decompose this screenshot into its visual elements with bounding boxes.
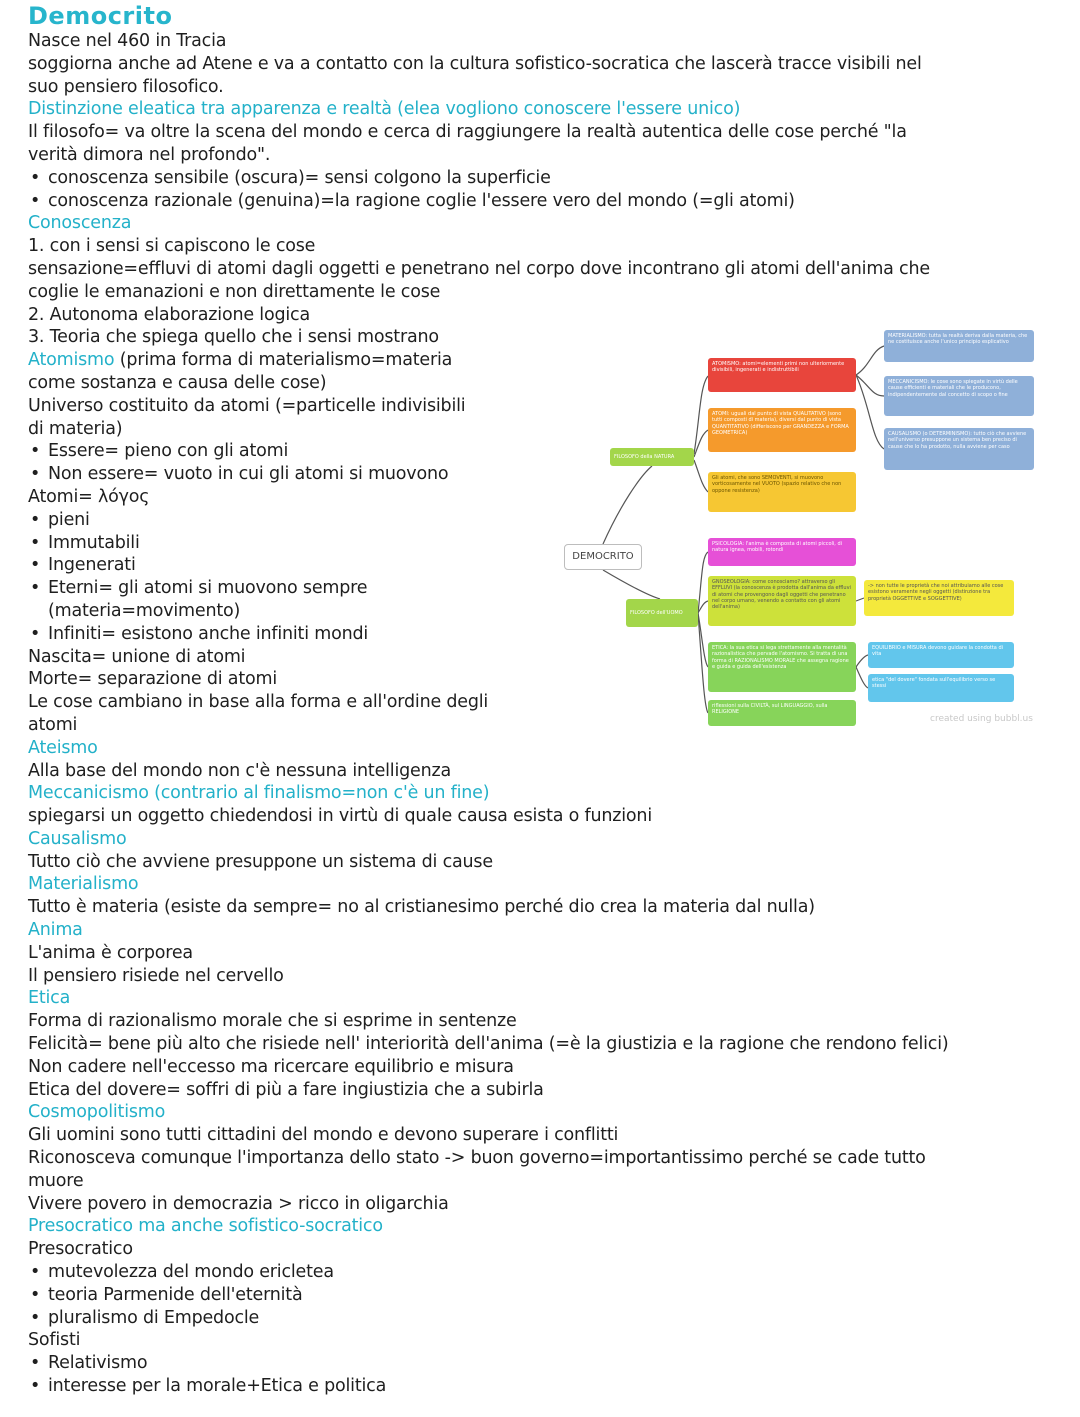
bullet-item: • Ingenerati	[28, 554, 1068, 577]
text-line: Morte= separazione di atomi	[28, 669, 277, 690]
section-heading-causalismo: Causalismo	[28, 828, 127, 849]
bullet-item: • Immutabili	[28, 532, 1068, 555]
text-line: muore	[28, 1170, 84, 1191]
connector-line	[856, 655, 868, 667]
mindmap-node-gnoseologia: GNOSEOLOGIA: come conosciamo? attraverso gli EFFLUVI (la conoscenza è prodotta dall'anima da effluvi di atomi che provengono dagli oggetti che penetrano nel corpo umano, venendo a contatto con gli atomi dell'anima)	[708, 576, 856, 626]
section-heading-distinzione: Distinzione eleatica tra apparenza e realtà (elea vogliono conoscere l'essere unico)	[28, 99, 741, 120]
text-line: Felicità= bene più alto che risiede nell' interiorità dell'anima (=è la giustizia e la ragione che rendono felici)	[28, 1034, 949, 1055]
connector-line	[694, 376, 708, 454]
text-line: Tutto è materia (esiste da sempre= no al cristianesimo perché dio crea la materia dal nulla)	[28, 897, 815, 918]
connector-line	[856, 667, 868, 688]
numbered-item: 3. Teoria che spiega quello che i sensi mostrano	[28, 327, 439, 348]
mindmap-node-riflessioni: riflessioni sulla CIVILTÀ, sul LINGUAGGIO, sulla RELIGIONE	[708, 700, 856, 726]
connector-line	[603, 570, 660, 599]
section-heading-materialismo: Materialismo	[28, 874, 139, 895]
text-line: Non cadere nell'eccesso ma ricercare equilibrio e misura	[28, 1056, 514, 1077]
bullet-item: • pieni	[28, 509, 1068, 532]
text-line: Alla base del mondo non c'è nessuna intelligenza	[28, 760, 452, 781]
connector-line	[694, 460, 708, 492]
text-line: verità dimora nel profondo".	[28, 144, 271, 165]
bullet-item: • Infiniti= esistono anche infiniti mondi	[28, 623, 1068, 646]
mindmap-node-etica: ETICA: la sua etica si lega strettamente alla mentalità razionalistica che pervade l'atomismo. Si tratta di una forma di RAZIONALISMO MORALE che assegna ragione e guida e guida dell'esistenza	[708, 642, 856, 692]
bullet-item: • Non essere= vuoto in cui gli atomi si muovono	[28, 463, 1068, 486]
text-line: Presocratico	[28, 1239, 133, 1260]
text-line: sensazione=effluvi di atomi dagli oggetti e penetrano nel corpo dove incontrano gli atomi dell'anima che	[28, 258, 930, 279]
bullet-continuation: (materia=movimento)	[48, 600, 241, 621]
bullet-item: • Relativismo	[28, 1352, 1068, 1375]
bullet-item: • Essere= pieno con gli atomi	[28, 440, 1068, 463]
mindmap-node-vuoto: Gli atomi, che sono SEMOVENTI, si muovono vorticosamente nel VUOTO (spazio relativo che non oppone resistenza)	[708, 472, 856, 512]
text-line: Nascita= unione di atomi	[28, 646, 246, 667]
mindmap-node-materialismo: MATERIALISMO: tutta la realtà deriva dalla materia, che ne costituisce anche l'unico principio esplicativo	[884, 330, 1034, 362]
bullet-item: • Eterni= gli atomi si muovono sempre	[28, 577, 1068, 600]
intro-line: Nasce nel 460 in Tracia	[28, 31, 227, 51]
connector-line	[856, 375, 884, 449]
section-heading-atomismo: Atomismo	[28, 350, 115, 371]
page-title: Democrito	[28, 2, 173, 30]
text-line: L'anima è corporea	[28, 942, 193, 963]
mindmap-node-causalismo: CAUSALISMO (o DETERMINISMO): tutto ciò che avviene nell'universo presuppone un sistema ben preciso di cause che lo ha prodotto, nulla avviene per caso	[884, 428, 1034, 470]
numbered-item: 1. con i sensi si capiscono le cose	[28, 236, 316, 257]
mindmap-node-psicologia: PSICOLOGIA: l'anima è composta di atomi piccoli, di natura ignea, mobili, rotondi	[708, 538, 856, 566]
text-line: Le cose cambiano in base alla forma e all'ordine degli	[28, 692, 489, 713]
text-line: Sofisti	[28, 1330, 81, 1351]
bullet-item: • interesse per la morale+Etica e politica	[28, 1375, 1068, 1398]
atomismo-heading-rest: (prima forma di materialismo=materia	[114, 350, 453, 371]
connector-line	[603, 466, 652, 544]
section-heading-ateismo: Ateismo	[28, 737, 98, 758]
text-line: atomi	[28, 714, 78, 735]
text-line: di materia)	[28, 418, 123, 439]
mindmap-node-meccanicismo: MECCANICISMO: le cose sono spiegate in virtù delle cause efficienti e materiali che le producono, indipendentemente dal concetto di scopo o fine	[884, 376, 1034, 416]
mindmap-credit: created using bubbl.us	[930, 714, 1033, 724]
mindmap-root-node: DEMOCRITO	[564, 544, 642, 570]
mind-map	[560, 326, 1040, 730]
mindmap-node-filosofo-natura: FILOSOFO della NATURA	[610, 448, 694, 466]
bullet-item: • teoria Parmenide dell'eternità	[28, 1284, 1068, 1307]
mindmap-node-dovere: etica "del dovere" fondata sull'equilibrio verso se stessi	[868, 674, 1014, 702]
text-line: Forma di razionalismo morale che si esprime in sentenze	[28, 1011, 517, 1032]
bullet-item: • pluralismo di Empedocle	[28, 1307, 1068, 1330]
text-line: Tutto ciò che avviene presuppone un sistema di cause	[28, 851, 493, 872]
section-heading-anima: Anima	[28, 920, 83, 941]
mindmap-node-qualita: ATOMI: uguali dal punto di vista QUALITATIVO (sono tutti composti di materia), diversi dal punto di vista QUANTITATIVO (differiscono per GRANDEZZA e FORMA GEOMETRICA)	[708, 408, 856, 452]
text-line: Universo costituito da atomi (=particelle indivisibili	[28, 395, 466, 416]
intro-line: suo pensiero filosofico.	[28, 76, 224, 97]
text-line: Etica del dovere= soffri di più a fare ingiustizia che a subirla	[28, 1079, 544, 1100]
text-line: Vivere povero in democrazia > ricco in oligarchia	[28, 1193, 449, 1214]
mindmap-node-proprieta: -> non tutte le proprietà che noi attribuiamo alle cose esistono veramente negli oggetti (distinzione tra proprietà OGGETTIVE e SOGGETTIVE)	[864, 580, 1014, 616]
text-line: spiegarsi un oggetto chiedendosi in virtù di quale causa esista o funzioni	[28, 806, 652, 827]
text-line: come sostanza e causa delle cose)	[28, 372, 327, 393]
text-line: Riconosceva comunque l'importanza dello stato -> buon governo=importantissimo perché se cade tutto	[28, 1148, 926, 1169]
text-line: Atomi= λόγος	[28, 486, 150, 507]
numbered-item: 2. Autonoma elaborazione logica	[28, 304, 310, 325]
connector-line	[856, 598, 864, 601]
connector-line	[856, 346, 884, 375]
section-heading-meccanicismo: Meccanicismo (contrario al finalismo=non c'è un fine)	[28, 783, 490, 804]
section-heading-cosmopolitismo: Cosmopolitismo	[28, 1102, 166, 1123]
section-heading-conoscenza: Conoscenza	[28, 213, 132, 234]
section-heading-presocratico: Presocratico ma anche sofistico-socratico	[28, 1216, 383, 1237]
bullet-item: • mutevolezza del mondo ericletea	[28, 1261, 1068, 1284]
mindmap-node-equilibrio: EQUILIBRIO e MISURA devono guidare la condotta di vita	[868, 642, 1014, 668]
text-line: coglie le emanazioni e non direttamente le cose	[28, 281, 441, 302]
text-line: Il pensiero risiede nel cervello	[28, 965, 284, 986]
mindmap-node-filosofo-uomo: FILOSOFO dell'UOMO	[626, 599, 698, 627]
bullet-item: • conoscenza razionale (genuina)=la ragione coglie l'essere vero del mondo (=gli atomi)	[28, 190, 1068, 213]
mindmap-node-atomismo: ATOMISMO: atomi=elementi primi non ulteriormente divisibili, ingenerati e indistruttibili	[708, 358, 856, 392]
bullet-item: • conoscenza sensibile (oscura)= sensi colgono la superficie	[28, 167, 1068, 190]
text-line: Gli uomini sono tutti cittadini del mondo e devono superare i conflitti	[28, 1125, 619, 1146]
intro-line: soggiorna anche ad Atene e va a contatto con la cultura sofistico-socratica che lascerà tracce visibili nel	[28, 53, 922, 74]
section-heading-etica: Etica	[28, 988, 71, 1009]
text-line: Il filosofo= va oltre la scena del mondo e cerca di raggiungere la realtà autentica delle cose perché "la	[28, 122, 907, 143]
